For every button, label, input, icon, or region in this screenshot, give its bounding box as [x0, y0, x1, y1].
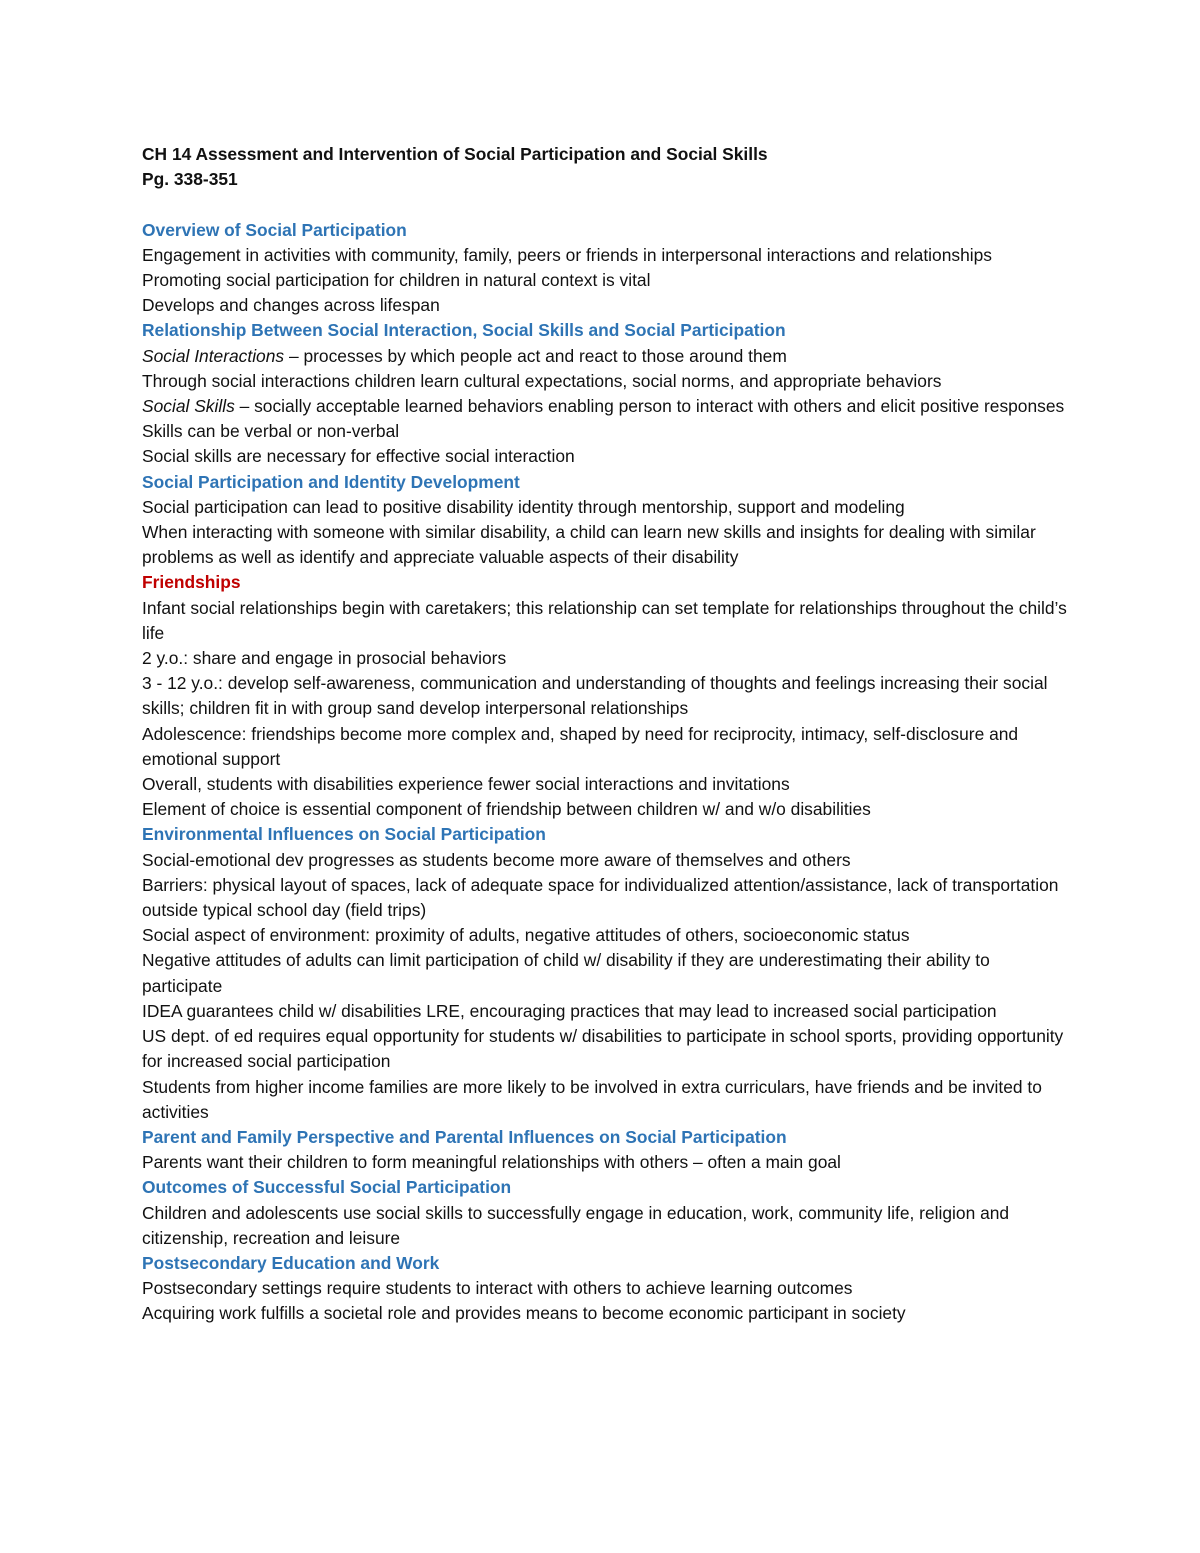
note-text: Postsecondary settings require students to interact with others to achieve learning outcomes: [142, 1278, 853, 1299]
note-text: Negative attitudes of adults can limit participation of child w/ disability if they are underestimating their ability to participate: [142, 950, 990, 996]
note-text: Develops and changes across lifespan: [142, 295, 440, 316]
note-line: [142, 268, 1072, 293]
note-text: Infant social relationships begin with caretakers; this relationship can set template for relationships throughout the child’s life: [142, 597, 1067, 643]
term-label: Social Interactions: [142, 345, 285, 366]
note-text: Social aspect of environment: proximity of adults, negative attitudes of others, socioeconomic status: [142, 925, 910, 946]
note-line: [142, 520, 1072, 570]
note-line: [142, 772, 1072, 797]
note-text: – socially acceptable learned behaviors enabling person to interact with others and elicit positive responses: [234, 396, 1065, 417]
section-heading: Social Participation and Identity Development: [142, 471, 520, 492]
note-line: [142, 1201, 1072, 1251]
note-text: Parents want their children to form meaningful relationships with others – often a main goal: [142, 1152, 841, 1173]
note-text: Children and adolescents use social skills to successfully engage in education, work, community life, religion and citizenship, recreation and leisure: [142, 1202, 1010, 1248]
section-heading: Relationship Between Social Interaction, Social Skills and Social Participation: [142, 320, 786, 341]
term-label: Social Skills: [142, 396, 235, 417]
note-text: US dept. of ed requires equal opportunity for students w/ disabilities to participate in school sports, providing opportunity for increased social participation: [142, 1026, 1064, 1072]
note-line: [142, 797, 1072, 822]
note-text: Skills can be verbal or non-verbal: [142, 421, 400, 442]
note-text: Engagement in activities with community, family, peers or friends in interpersonal interactions and relationships: [142, 244, 992, 265]
note-line: [142, 444, 1072, 469]
note-line: [142, 293, 1072, 318]
note-line: [142, 495, 1072, 520]
note-line: [142, 394, 1072, 419]
note-line: [142, 596, 1072, 646]
note-text: Social-emotional dev progresses as students become more aware of themselves and others: [142, 849, 851, 870]
note-line: [142, 948, 1072, 998]
note-line: [142, 243, 1072, 268]
note-line: [142, 369, 1072, 394]
section-heading: Environmental Influences on Social Participation: [142, 824, 546, 845]
note-line: [142, 646, 1072, 671]
note-text: Element of choice is essential component of friendship between children w/ and w/o disabilities: [142, 799, 871, 820]
note-line: [142, 1150, 1072, 1175]
note-line: [142, 671, 1072, 721]
note-text: Social skills are necessary for effective social interaction: [142, 446, 575, 467]
document-page: [142, 142, 1072, 1327]
note-line: [142, 1075, 1072, 1125]
note-text: When interacting with someone with similar disability, a child can learn new skills and insights for dealing with similar problems as well as identify and appreciate valuable aspects of their disability: [142, 522, 1036, 568]
note-line: [142, 999, 1072, 1024]
note-text: Barriers: physical layout of spaces, lack of adequate space for individualized attention/assistance, lack of transportation outside typical school day (field trips): [142, 874, 1059, 921]
note-text: – processes by which people act and react to those around them: [284, 345, 787, 366]
section-heading: Parent and Family Perspective and Parental Influences on Social Participation: [142, 1126, 787, 1147]
page-range: Pg. 338-351: [142, 169, 238, 190]
note-text: 3 - 12 y.o.: develop self-awareness, communication and understanding of thoughts and feelings increasing their social skills; children fit in with group sand develop interpersonal relationships: [142, 673, 1048, 719]
note-line: [142, 344, 1072, 369]
note-line: [142, 923, 1072, 948]
note-text: Overall, students with disabilities experience fewer social interactions and invitations: [142, 774, 790, 795]
note-text: Social participation can lead to positive disability identity through mentorship, support and modeling: [142, 496, 905, 517]
section-heading: Postsecondary Education and Work: [142, 1252, 440, 1273]
section-heading: Overview of Social Participation: [142, 219, 407, 240]
section-heading: Friendships: [142, 572, 241, 593]
note-line: [142, 1024, 1072, 1074]
note-line: [142, 1301, 1072, 1326]
note-line: [142, 1276, 1072, 1301]
document-title: CH 14 Assessment and Intervention of Social Participation and Social Skills: [142, 144, 768, 164]
section-heading: Outcomes of Successful Social Participation: [142, 1177, 512, 1198]
note-line: [142, 722, 1072, 772]
note-line: [142, 848, 1072, 873]
note-text: 2 y.o.: share and engage in prosocial behaviors: [142, 648, 507, 669]
notes-body: [142, 218, 1072, 1327]
blank-line: [142, 192, 1072, 217]
note-text: Students from higher income families are more likely to be involved in extra curriculars, have friends and be invited to activities: [142, 1076, 1042, 1122]
note-text: Promoting social participation for children in natural context is vital: [142, 270, 651, 290]
note-text: IDEA guarantees child w/ disabilities LRE, encouraging practices that may lead to increased social participation: [142, 1000, 997, 1021]
note-line: [142, 419, 1072, 444]
note-text: Acquiring work fulfills a societal role and provides means to become economic participant in society: [142, 1303, 906, 1324]
note-line: [142, 873, 1072, 923]
note-text: Adolescence: friendships become more complex and, shaped by need for reciprocity, intimacy, self-disclosure and emotional support: [142, 723, 1019, 769]
note-text: Through social interactions children learn cultural expectations, social norms, and appropriate behaviors: [142, 370, 942, 391]
